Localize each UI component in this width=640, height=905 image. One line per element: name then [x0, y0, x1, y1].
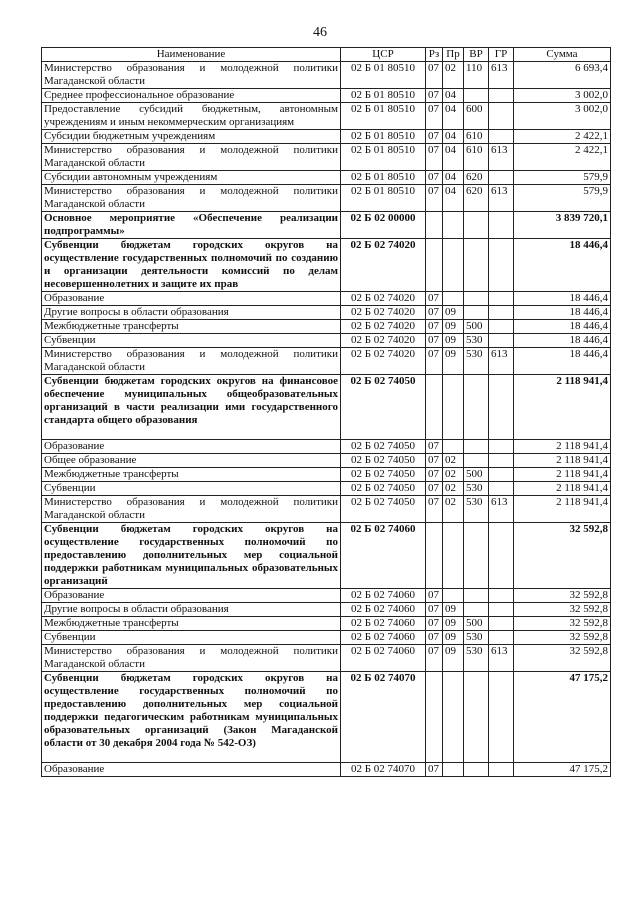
table-row — [42, 617, 611, 631]
table-row — [42, 103, 611, 130]
row-csr: 02 Б 02 74020 — [341, 239, 426, 292]
header-rz: Рз — [426, 48, 443, 62]
row-gr — [489, 212, 514, 239]
row-rz: 07 — [426, 631, 443, 645]
row-vr: 530 — [464, 334, 489, 348]
row-gr — [489, 468, 514, 482]
row-pr: 02 — [443, 62, 464, 89]
row-csr: 02 Б 02 74060 — [341, 617, 426, 631]
row-csr: 02 Б 02 74060 — [341, 645, 426, 672]
row-sum: 18 446,4 — [514, 292, 611, 306]
table-row — [42, 89, 611, 103]
row-pr: 04 — [443, 144, 464, 171]
row-gr — [489, 306, 514, 320]
row-gr — [489, 103, 514, 130]
row-sum: 6 693,4 — [514, 62, 611, 89]
table-row — [42, 306, 611, 320]
row-rz — [426, 375, 443, 440]
row-vr — [464, 589, 489, 603]
row-name: Другие вопросы в области образования — [42, 306, 341, 320]
row-vr: 500 — [464, 617, 489, 631]
row-vr: 530 — [464, 482, 489, 496]
table-row — [42, 523, 611, 589]
header-pr: Пр — [443, 48, 464, 62]
row-rz: 07 — [426, 320, 443, 334]
header-name: Наименование — [42, 48, 341, 62]
row-rz — [426, 212, 443, 239]
row-pr: 04 — [443, 171, 464, 185]
row-csr: 02 Б 01 80510 — [341, 185, 426, 212]
row-gr: 613 — [489, 645, 514, 672]
header-sum: Сумма — [514, 48, 611, 62]
row-name: Субвенции бюджетам городских округов на осуществление государственных полномочий по предоставлению дополнительных мер социальной поддержки работникам муниципальных образовательных организаций — [42, 523, 341, 589]
table-row — [42, 482, 611, 496]
row-sum: 18 446,4 — [514, 320, 611, 334]
row-pr — [443, 440, 464, 454]
row-sum: 32 592,8 — [514, 589, 611, 603]
row-sum: 32 592,8 — [514, 617, 611, 631]
row-name: Образование — [42, 763, 341, 777]
row-rz: 07 — [426, 440, 443, 454]
row-rz: 07 — [426, 348, 443, 375]
row-rz: 07 — [426, 306, 443, 320]
row-pr: 09 — [443, 306, 464, 320]
row-vr: 530 — [464, 645, 489, 672]
row-name: Министерство образования и молодежной политики Магаданской области — [42, 496, 341, 523]
row-vr — [464, 603, 489, 617]
table-row — [42, 672, 611, 763]
row-gr: 613 — [489, 185, 514, 212]
row-csr: 02 Б 01 80510 — [341, 144, 426, 171]
row-sum: 2 118 941,4 — [514, 440, 611, 454]
table-row — [42, 171, 611, 185]
table-row — [42, 292, 611, 306]
row-name: Субсидии бюджетным учреждениям — [42, 130, 341, 144]
row-vr: 610 — [464, 130, 489, 144]
table-body — [42, 62, 611, 777]
row-pr — [443, 523, 464, 589]
row-name: Образование — [42, 440, 341, 454]
row-csr: 02 Б 02 74070 — [341, 672, 426, 763]
row-gr — [489, 631, 514, 645]
row-name: Субвенции — [42, 334, 341, 348]
row-name: Основное мероприятие «Обеспечение реализации подпрограммы» — [42, 212, 341, 239]
row-rz: 07 — [426, 617, 443, 631]
table-row — [42, 763, 611, 777]
row-gr — [489, 482, 514, 496]
row-csr: 02 Б 01 80510 — [341, 171, 426, 185]
row-gr — [489, 589, 514, 603]
row-pr: 04 — [443, 89, 464, 103]
row-csr: 02 Б 01 80510 — [341, 103, 426, 130]
row-pr: 02 — [443, 454, 464, 468]
row-csr: 02 Б 01 80510 — [341, 89, 426, 103]
header-csr: ЦСР — [341, 48, 426, 62]
table-row — [42, 454, 611, 468]
row-sum: 3 839 720,1 — [514, 212, 611, 239]
table-row — [42, 144, 611, 171]
row-vr: 530 — [464, 496, 489, 523]
row-sum: 579,9 — [514, 171, 611, 185]
row-gr — [489, 672, 514, 763]
row-csr: 02 Б 01 80510 — [341, 130, 426, 144]
table-row — [42, 62, 611, 89]
row-gr — [489, 523, 514, 589]
row-pr — [443, 292, 464, 306]
row-rz: 07 — [426, 185, 443, 212]
table-row — [42, 631, 611, 645]
row-pr — [443, 375, 464, 440]
row-csr: 02 Б 02 74070 — [341, 763, 426, 777]
row-gr — [489, 130, 514, 144]
row-vr — [464, 89, 489, 103]
row-pr: 09 — [443, 617, 464, 631]
row-vr — [464, 239, 489, 292]
row-csr: 02 Б 02 74020 — [341, 334, 426, 348]
table-row — [42, 375, 611, 440]
row-vr — [464, 454, 489, 468]
row-name: Субвенции бюджетам городских округов на финансовое обеспечение муниципальных общеобразовательных организаций в части реализации ими государственного стандарта общего образования — [42, 375, 341, 440]
row-rz: 07 — [426, 454, 443, 468]
row-vr: 610 — [464, 144, 489, 171]
row-rz: 07 — [426, 89, 443, 103]
row-pr: 04 — [443, 103, 464, 130]
row-name: Другие вопросы в области образования — [42, 603, 341, 617]
row-name: Образование — [42, 589, 341, 603]
row-gr — [489, 320, 514, 334]
row-sum: 3 002,0 — [514, 89, 611, 103]
row-gr: 613 — [489, 348, 514, 375]
row-gr: 613 — [489, 144, 514, 171]
row-pr: 09 — [443, 631, 464, 645]
table-row — [42, 468, 611, 482]
row-name: Субвенции бюджетам городских округов на осуществление государственных полномочий по предоставлению дополнительных мер социальной поддержки педагогическим работникам муниципальных образовательных организаций (Закон Магаданской области от 30 декабря 2004 года № 542-ОЗ) — [42, 672, 341, 763]
row-rz: 07 — [426, 144, 443, 171]
row-sum: 18 446,4 — [514, 306, 611, 320]
row-name: Министерство образования и молодежной политики Магаданской области — [42, 185, 341, 212]
row-name: Министерство образования и молодежной политики Магаданской области — [42, 144, 341, 171]
row-vr — [464, 440, 489, 454]
row-name: Министерство образования и молодежной политики Магаданской области — [42, 645, 341, 672]
row-gr — [489, 292, 514, 306]
table-row — [42, 334, 611, 348]
row-name: Субвенции — [42, 631, 341, 645]
row-csr: 02 Б 02 74020 — [341, 320, 426, 334]
row-sum: 18 446,4 — [514, 334, 611, 348]
row-rz: 07 — [426, 468, 443, 482]
row-name: Субсидии автономным учреждениям — [42, 171, 341, 185]
table-row — [42, 496, 611, 523]
row-sum: 32 592,8 — [514, 603, 611, 617]
row-csr: 02 Б 02 00000 — [341, 212, 426, 239]
row-name: Субвенции бюджетам городских округов на осуществление государственных полномочий по созданию и организации деятельности комиссий по делам несовершеннолетних и защите их прав — [42, 239, 341, 292]
row-name: Межбюджетные трансферты — [42, 468, 341, 482]
row-name: Субвенции — [42, 482, 341, 496]
row-csr: 02 Б 02 74020 — [341, 348, 426, 375]
row-sum: 2 422,1 — [514, 130, 611, 144]
table-row — [42, 239, 611, 292]
row-pr: 09 — [443, 320, 464, 334]
row-gr — [489, 763, 514, 777]
row-gr: 613 — [489, 496, 514, 523]
row-name: Министерство образования и молодежной политики Магаданской области — [42, 62, 341, 89]
row-sum: 3 002,0 — [514, 103, 611, 130]
row-sum: 18 446,4 — [514, 239, 611, 292]
row-pr: 09 — [443, 348, 464, 375]
row-gr — [489, 454, 514, 468]
row-sum: 18 446,4 — [514, 348, 611, 375]
table-row — [42, 589, 611, 603]
row-rz: 07 — [426, 292, 443, 306]
row-rz: 07 — [426, 171, 443, 185]
row-csr: 02 Б 02 74060 — [341, 631, 426, 645]
row-gr — [489, 89, 514, 103]
table-row — [42, 185, 611, 212]
row-sum: 2 118 941,4 — [514, 454, 611, 468]
row-name: Министерство образования и молодежной политики Магаданской области — [42, 348, 341, 375]
row-sum: 2 118 941,4 — [514, 496, 611, 523]
row-rz — [426, 239, 443, 292]
row-rz: 07 — [426, 645, 443, 672]
row-vr — [464, 292, 489, 306]
row-name: Общее образование — [42, 454, 341, 468]
row-pr: 02 — [443, 482, 464, 496]
row-pr: 04 — [443, 185, 464, 212]
row-pr: 09 — [443, 645, 464, 672]
row-name: Среднее профессиональное образование — [42, 89, 341, 103]
row-csr: 02 Б 02 74050 — [341, 454, 426, 468]
row-csr: 02 Б 02 74050 — [341, 496, 426, 523]
row-vr — [464, 212, 489, 239]
row-vr — [464, 672, 489, 763]
row-vr: 600 — [464, 103, 489, 130]
row-rz — [426, 523, 443, 589]
row-gr — [489, 617, 514, 631]
page-number: 46 — [313, 25, 327, 40]
row-pr — [443, 239, 464, 292]
row-rz: 07 — [426, 482, 443, 496]
row-sum: 579,9 — [514, 185, 611, 212]
row-rz — [426, 672, 443, 763]
row-name: Межбюджетные трансферты — [42, 617, 341, 631]
table-row — [42, 320, 611, 334]
row-vr: 500 — [464, 320, 489, 334]
row-csr: 02 Б 02 74020 — [341, 292, 426, 306]
row-rz: 07 — [426, 62, 443, 89]
row-sum: 47 175,2 — [514, 672, 611, 763]
row-pr: 04 — [443, 130, 464, 144]
row-pr: 09 — [443, 334, 464, 348]
row-csr: 02 Б 02 74060 — [341, 523, 426, 589]
row-pr: 02 — [443, 496, 464, 523]
row-gr: 613 — [489, 62, 514, 89]
row-csr: 02 Б 02 74050 — [341, 482, 426, 496]
row-name: Образование — [42, 292, 341, 306]
row-rz: 07 — [426, 589, 443, 603]
row-gr — [489, 440, 514, 454]
row-vr — [464, 306, 489, 320]
row-pr — [443, 589, 464, 603]
row-sum: 32 592,8 — [514, 645, 611, 672]
row-name: Межбюджетные трансферты — [42, 320, 341, 334]
row-vr: 620 — [464, 185, 489, 212]
row-csr: 02 Б 02 74050 — [341, 440, 426, 454]
table-row — [42, 130, 611, 144]
row-vr: 110 — [464, 62, 489, 89]
table-row — [42, 212, 611, 239]
row-gr — [489, 239, 514, 292]
row-sum: 32 592,8 — [514, 631, 611, 645]
row-gr — [489, 603, 514, 617]
row-sum: 47 175,2 — [514, 763, 611, 777]
row-rz: 07 — [426, 603, 443, 617]
row-vr: 620 — [464, 171, 489, 185]
row-rz: 07 — [426, 103, 443, 130]
header-vr: ВР — [464, 48, 489, 62]
row-pr — [443, 212, 464, 239]
row-csr: 02 Б 02 74060 — [341, 603, 426, 617]
row-vr: 530 — [464, 631, 489, 645]
row-pr: 09 — [443, 603, 464, 617]
row-csr: 02 Б 01 80510 — [341, 62, 426, 89]
row-pr — [443, 672, 464, 763]
row-rz: 07 — [426, 496, 443, 523]
row-gr — [489, 334, 514, 348]
row-sum: 2 118 941,4 — [514, 482, 611, 496]
row-gr — [489, 375, 514, 440]
row-sum: 32 592,8 — [514, 523, 611, 589]
row-csr: 02 Б 02 74050 — [341, 375, 426, 440]
table-row — [42, 348, 611, 375]
row-vr — [464, 523, 489, 589]
row-pr: 02 — [443, 468, 464, 482]
table-row — [42, 440, 611, 454]
row-gr — [489, 171, 514, 185]
row-csr: 02 Б 02 74060 — [341, 589, 426, 603]
row-vr: 530 — [464, 348, 489, 375]
table-row — [42, 645, 611, 672]
row-sum: 2 118 941,4 — [514, 468, 611, 482]
row-sum: 2 118 941,4 — [514, 375, 611, 440]
row-vr — [464, 375, 489, 440]
table-header-row — [42, 48, 611, 62]
row-rz: 07 — [426, 130, 443, 144]
row-csr: 02 Б 02 74020 — [341, 306, 426, 320]
row-sum: 2 422,1 — [514, 144, 611, 171]
table-row — [42, 603, 611, 617]
header-gr: ГР — [489, 48, 514, 62]
row-pr — [443, 763, 464, 777]
row-csr: 02 Б 02 74050 — [341, 468, 426, 482]
row-name: Предоставление субсидий бюджетным, автономным учреждениям и иным некоммерческим организациям — [42, 103, 341, 130]
budget-table — [41, 47, 611, 777]
row-rz: 07 — [426, 334, 443, 348]
row-rz: 07 — [426, 763, 443, 777]
row-vr: 500 — [464, 468, 489, 482]
row-vr — [464, 763, 489, 777]
